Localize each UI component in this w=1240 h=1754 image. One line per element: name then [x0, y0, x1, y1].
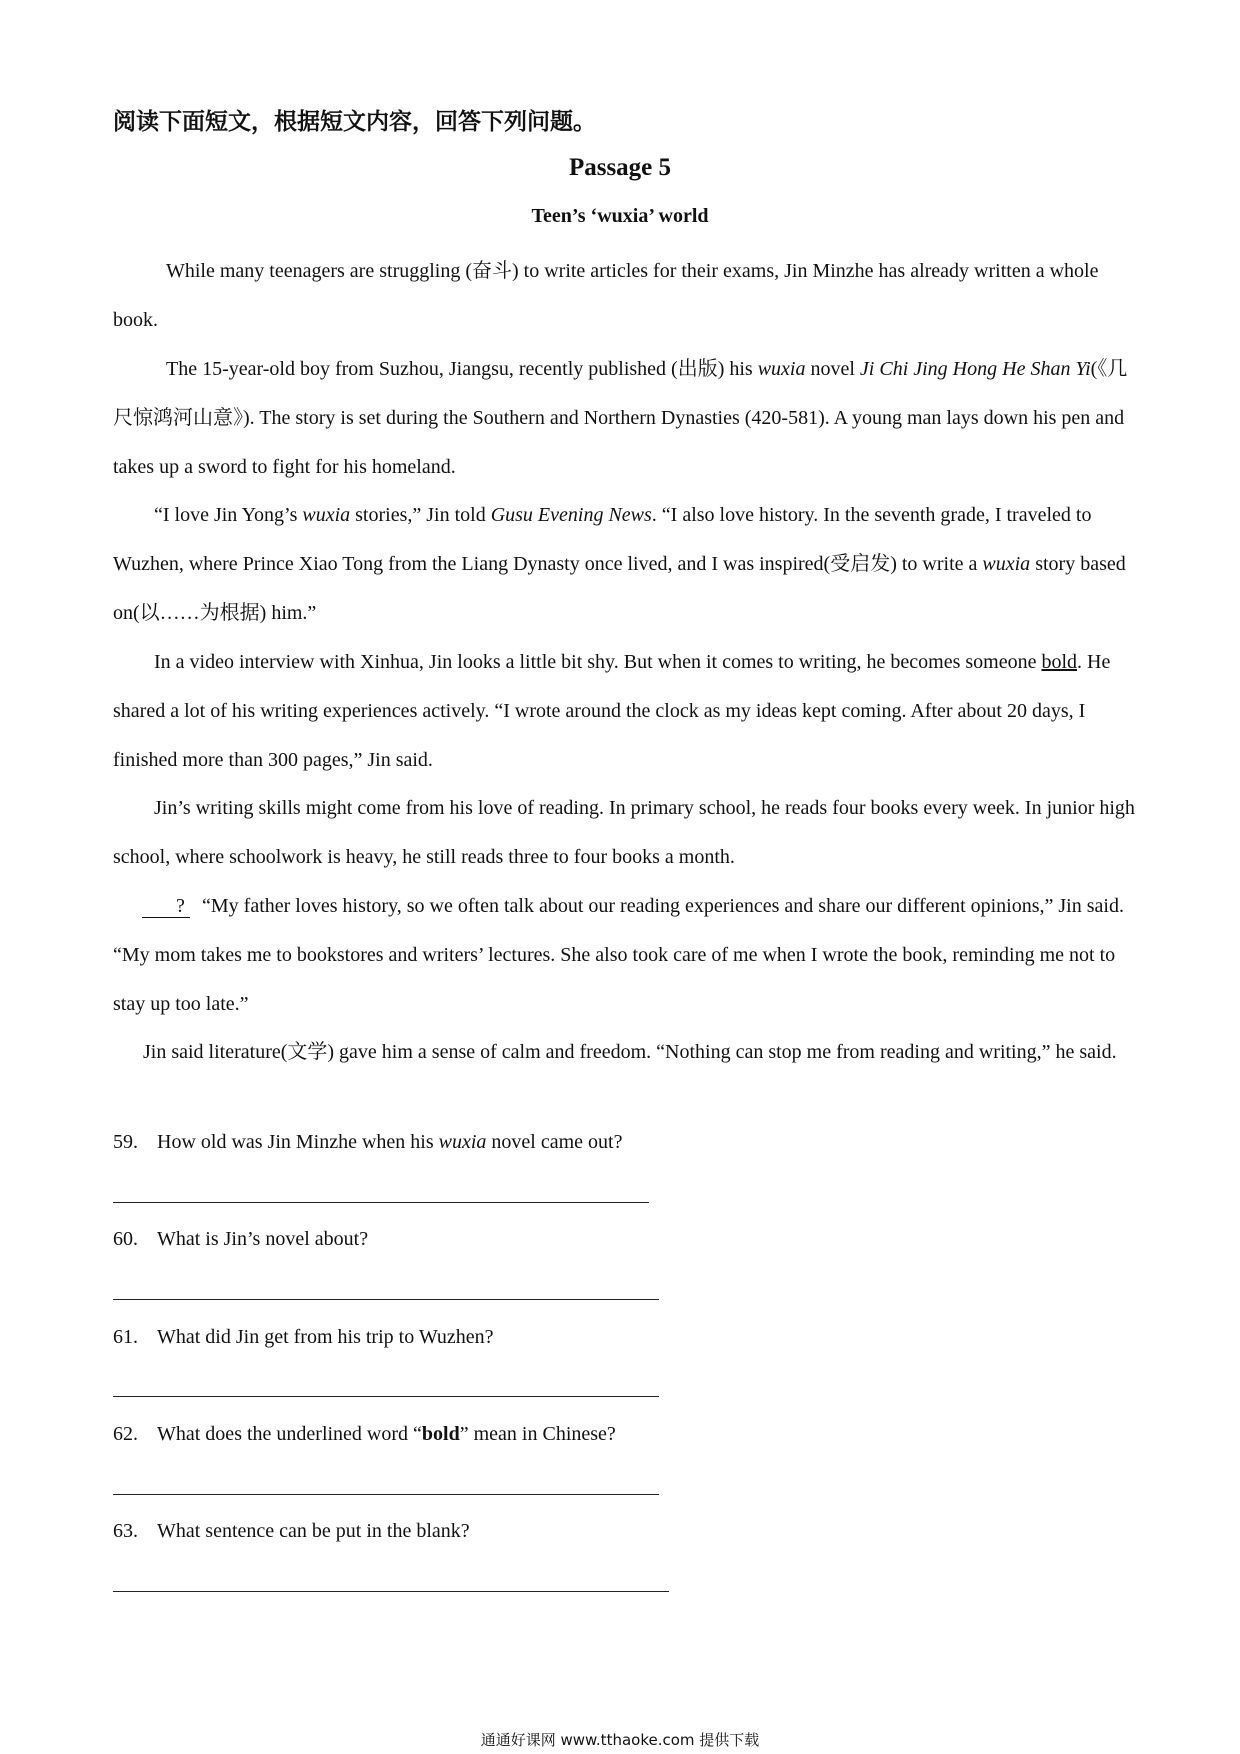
- text-segment: How old was Jin Minzhe when his: [157, 1131, 439, 1153]
- answer-line-63[interactable]: [113, 1591, 669, 1592]
- italic-text: wuxia: [302, 504, 351, 526]
- text-segment: What does the underlined word “: [157, 1423, 422, 1445]
- question-59: [113, 1131, 622, 1154]
- question-number: 63.: [113, 1520, 138, 1542]
- paragraph-7: [113, 1028, 1135, 1077]
- paragraph-3: [113, 491, 1135, 638]
- answer-line-62[interactable]: [113, 1494, 659, 1495]
- paragraph-1: [113, 247, 1135, 345]
- paragraph-5: [113, 784, 1135, 882]
- text-segment: stories,” Jin told: [350, 504, 491, 526]
- question-61: [113, 1326, 494, 1349]
- text-segment: What did Jin get from his trip to Wuzhen?: [157, 1326, 494, 1348]
- bold-word: bold: [421, 1423, 460, 1445]
- text-segment: In a video interview with Xinhua, Jin looks a little bit shy. But when it comes to writing, he becomes someone: [154, 651, 1042, 673]
- answer-line-61[interactable]: [113, 1396, 659, 1397]
- italic-text: wuxia: [438, 1131, 487, 1153]
- question-number: 61.: [113, 1326, 138, 1348]
- text-segment: “My father loves history, so we often talk about our reading experiences and share our different opinions,” Jin said. “My mom takes me to bookstores and writers’ lectures. She also took care of me when I wrote the book, reminding me not to stay up too late.”: [113, 895, 1124, 1015]
- text-segment: Jin’s writing skills might come from his love of reading. In primary school, he reads four books every week. In junior high school, where schoolwork is heavy, he still reads three to four books a month.: [113, 797, 1135, 868]
- text-segment: novel came out?: [486, 1131, 623, 1153]
- text-segment: story based on(以……为根据) him.”: [113, 553, 1126, 624]
- text-segment: “I love Jin Yong’s: [154, 504, 303, 526]
- underlined-word: bold: [1041, 651, 1078, 673]
- text-segment: (《几尺惊鸿河山意》). The story is set during the Southern and Northern Dynasties (420-581). A young man lays down his pen and takes up a sword to fight for his homeland.: [113, 358, 1128, 478]
- question-60: [113, 1228, 368, 1251]
- question-number: 62.: [113, 1423, 138, 1445]
- question-number: 60.: [113, 1228, 138, 1250]
- italic-text: Gusu Evening News: [490, 504, 652, 526]
- italic-text: wuxia: [757, 358, 806, 380]
- italic-text: wuxia: [982, 553, 1031, 575]
- text-segment: novel: [805, 358, 860, 380]
- italic-text: Ji Chi Jing Hong He Shan Yi: [859, 358, 1091, 380]
- text-segment: Jin said literature(文学) gave him a sense of calm and freedom. “Nothing can stop me from reading and writing,” he said.: [143, 1041, 1117, 1063]
- passage-title: Passage 5: [568, 154, 672, 181]
- text-segment: What is Jin’s novel about?: [157, 1228, 369, 1250]
- article-title: Teen’s ‘wuxia’ world: [531, 205, 709, 227]
- paragraph-4: [113, 638, 1135, 785]
- footer-source: 通通好课网 www.tthaoke.com 提供下载: [480, 1731, 760, 1749]
- blank-placeholder: ?: [142, 895, 190, 918]
- answer-line-60[interactable]: [113, 1299, 659, 1300]
- text-segment: What sentence can be put in the blank?: [157, 1520, 470, 1542]
- paragraph-6: [113, 882, 1135, 1029]
- question-63: [113, 1520, 470, 1543]
- text-segment: . “I also love history. In the seventh grade, I traveled to Wuzhen, where Prince Xiao Tong from the Liang Dynasty once lived, and I was inspired(受启发) to write a: [113, 504, 1092, 575]
- text-segment: While many teenagers are struggling (奋斗) to write articles for their exams, Jin Minzhe has already written a whole book.: [113, 260, 1099, 331]
- answer-line-59[interactable]: [113, 1202, 649, 1203]
- text-segment: The 15-year-old boy from Suzhou, Jiangsu, recently published (出版) his: [166, 358, 758, 380]
- paragraph-2: [113, 345, 1135, 492]
- text-segment: ” mean in Chinese?: [459, 1423, 616, 1445]
- instruction: 阅读下面短文，根据短文内容，回答下列问题。: [113, 109, 596, 135]
- text-segment: . He shared a lot of his writing experiences actively. “I wrote around the clock as my ideas kept coming. After about 20 days, I finished more than 300 pages,” Jin said.: [113, 651, 1111, 771]
- question-number: 59.: [113, 1131, 138, 1153]
- question-62: [113, 1423, 616, 1446]
